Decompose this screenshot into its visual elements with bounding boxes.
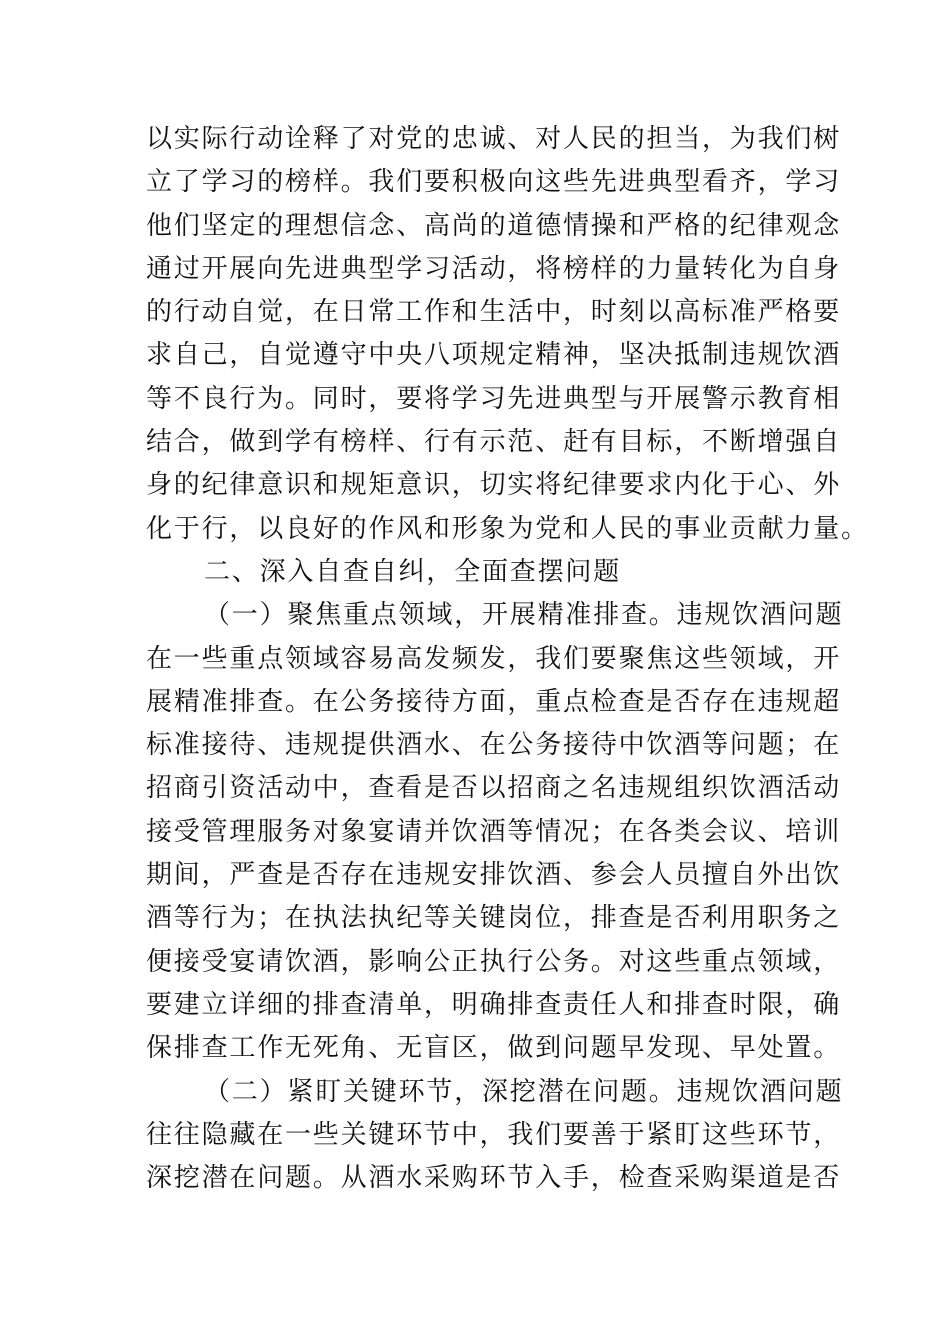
text-line: 接受管理服务对象宴请并饮酒等情况；在各类会议、培训 (146, 816, 842, 847)
section-heading: 二、深入自查自纠，全面查摆问题 (204, 556, 622, 587)
subsection-heading: （二）紧盯关键环节，深挖潜在问题。违规饮酒问题 (204, 1076, 844, 1107)
text-line: 以实际行动诠释了对党的忠诚、对人民的担当，为我们树 (146, 124, 842, 154)
text-line: 身的纪律意识和规矩意识，切实将纪律要求内化于心、外 (146, 470, 842, 501)
text-line: 通过开展向先进典型学习活动，将榜样的力量转化为自身 (146, 253, 842, 284)
text-line: 往往隐藏在一些关键环节中，我们要善于紧盯这些环节， (146, 1119, 842, 1150)
subsection-heading: （一）聚焦重点领域，开展精准排查。违规饮酒问题 (204, 600, 844, 631)
body-text (146, 118, 869, 1200)
text-line: 等不良行为。同时，要将学习先进典型与开展警示教育相 (146, 383, 842, 414)
text-line: 在一些重点领域容易高发频发，我们要聚焦这些领域，开 (146, 643, 842, 674)
text-line: 期间，严查是否存在违规安排饮酒、参会人员擅自外出饮 (146, 860, 842, 891)
text-line: 招商引资活动中，查看是否以招商之名违规组织饮酒活动 (146, 773, 842, 804)
text-line: 他们坚定的理想信念、高尚的道德情操和严格的纪律观念 (146, 210, 842, 241)
text-line: 求自己，自觉遵守中央八项规定精神，坚决抵制违规饮酒 (146, 340, 842, 371)
text-line: 标准接待、违规提供酒水、在公务接待中饮酒等问题；在 (146, 730, 842, 761)
text-line: 要建立详细的排查清单，明确排查责任人和排查时限，确 (146, 989, 842, 1020)
text-line: 酒等行为；在执法执纪等关键岗位，排查是否利用职务之 (146, 903, 842, 934)
text-line: 展精准排查。在公务接待方面，重点检查是否存在违规超 (146, 686, 842, 717)
text-line: 立了学习的榜样。我们要积极向这些先进典型看齐，学习 (146, 167, 842, 198)
text-line: 结合，做到学有榜样、行有示范、赶有目标，不断增强自 (146, 427, 842, 458)
text-line: 深挖潜在问题。从酒水采购环节入手，检查采购渠道是否 (146, 1163, 842, 1194)
text-line: 保排查工作无死角、无盲区，做到问题早发现、早处置。 (146, 1033, 842, 1064)
text-line: 便接受宴请饮酒，影响公正执行公务。对这些重点领域， (146, 946, 842, 977)
text-line: 的行动自觉，在日常工作和生活中，时刻以高标准严格要 (146, 297, 842, 328)
text-line: 化于行，以良好的作风和形象为党和人民的事业贡献力量。 (146, 513, 869, 544)
